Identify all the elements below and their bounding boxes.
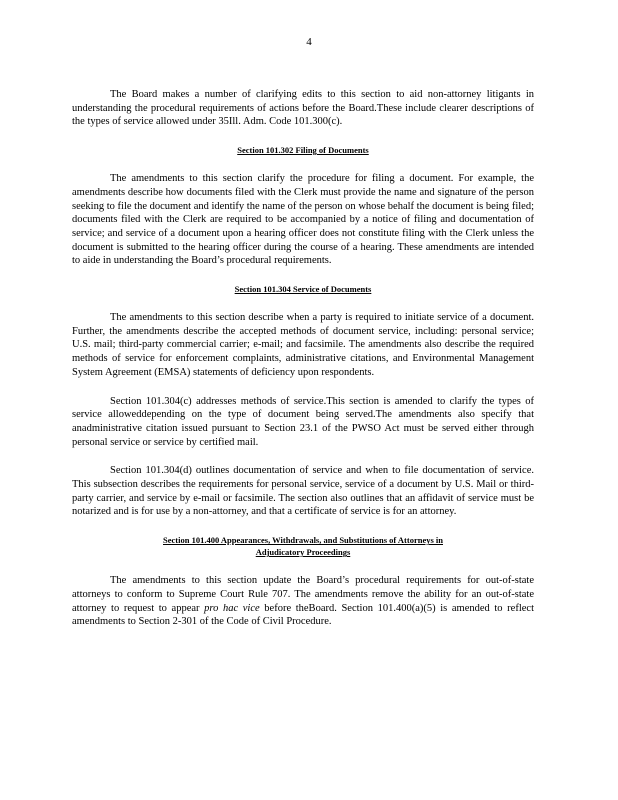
page-number: 4 — [306, 36, 312, 48]
service-documentation-paragraph: Section 101.304(d) outlines documentation of service and when to file documentation of service. This subsection describes the requirements for personal service, service of a document by U.S. Mail or third-party carrier, and service by e-mail or facsimile. The section also outlines that an affidavit of service must be notarized and is for use by a non-attorney, and that a certificate of service is for an attorney. — [72, 465, 534, 518]
pro-hac-vice-text: pro hac vice — [204, 602, 260, 614]
document-body — [72, 88, 534, 644]
service-paragraph: The amendments to this section describe when a party is required to initiate service of a document. Further, the amendments describe the accepted methods of document service, including: personal service; U.S. mail; third-party commercial carrier; e-mail; and facsimile. The amendments also describe the required methods of service for enforcement complaints, administrative citations, and Environmental Management System Agreement (EMSA) statements of deficiency upon respondents. — [72, 312, 534, 378]
service-methods-paragraph: Section 101.304(c) addresses methods of service.This section is amended to clarify the types of service alloweddepending on the type of document being served.The amendments also specify that anadministrative citation issued pursuant to Section 23.1 of the PWSO Act must be served either through personal service or service by certified mail. — [72, 395, 534, 448]
section-heading-101-302: Section 101.302 Filing of Documents — [237, 145, 369, 156]
section-heading-101-304: Section 101.304 Service of Documents — [234, 284, 372, 295]
heading-line-2: Adjudicatory Proceedings — [255, 547, 351, 558]
attorneys-paragraph: The amendments to this section update the Board’s procedural requirements for out-of-state attorneys to conform to Supreme Court Rule 707. The amendments remove the ability for an out-of-state attorney to request to appear pro hac vice before theBoard. Section 101.400(a)(5) is amended to reflect amendments to Section 2-301 of the Code of Civil Procedure. — [72, 575, 534, 628]
intro-paragraph: The Board makes a number of clarifying edits to this section to aid non-attorney litigants in understanding the procedural requirements of actions before the Board.These include clearer descriptions of the types of service allowed under 35Ill. Adm. Code 101.300(c). — [72, 89, 534, 128]
heading-line-1: Section 101.400 Appearances, Withdrawals, and Substitutions of Attorneys in — [163, 535, 443, 546]
filing-paragraph: The amendments to this section clarify the procedure for filing a document. For example, the amendments describe how documents filed with the Clerk must provide the name and signature of the person seeking to file the document and identify the name of the person on whose behalf the document is being filed; documents filed with the Clerk are required to be accompanied by a notice of filing and documentation of service; and service of a document upon a hearing officer does not constitute filing with the Clerk unless the document is submitted to the hearing officer during the course of a hearing. These amendments are intended to aide in understanding the Board’s procedural requirements. — [72, 173, 534, 267]
section-heading-101-400 — [72, 534, 534, 558]
